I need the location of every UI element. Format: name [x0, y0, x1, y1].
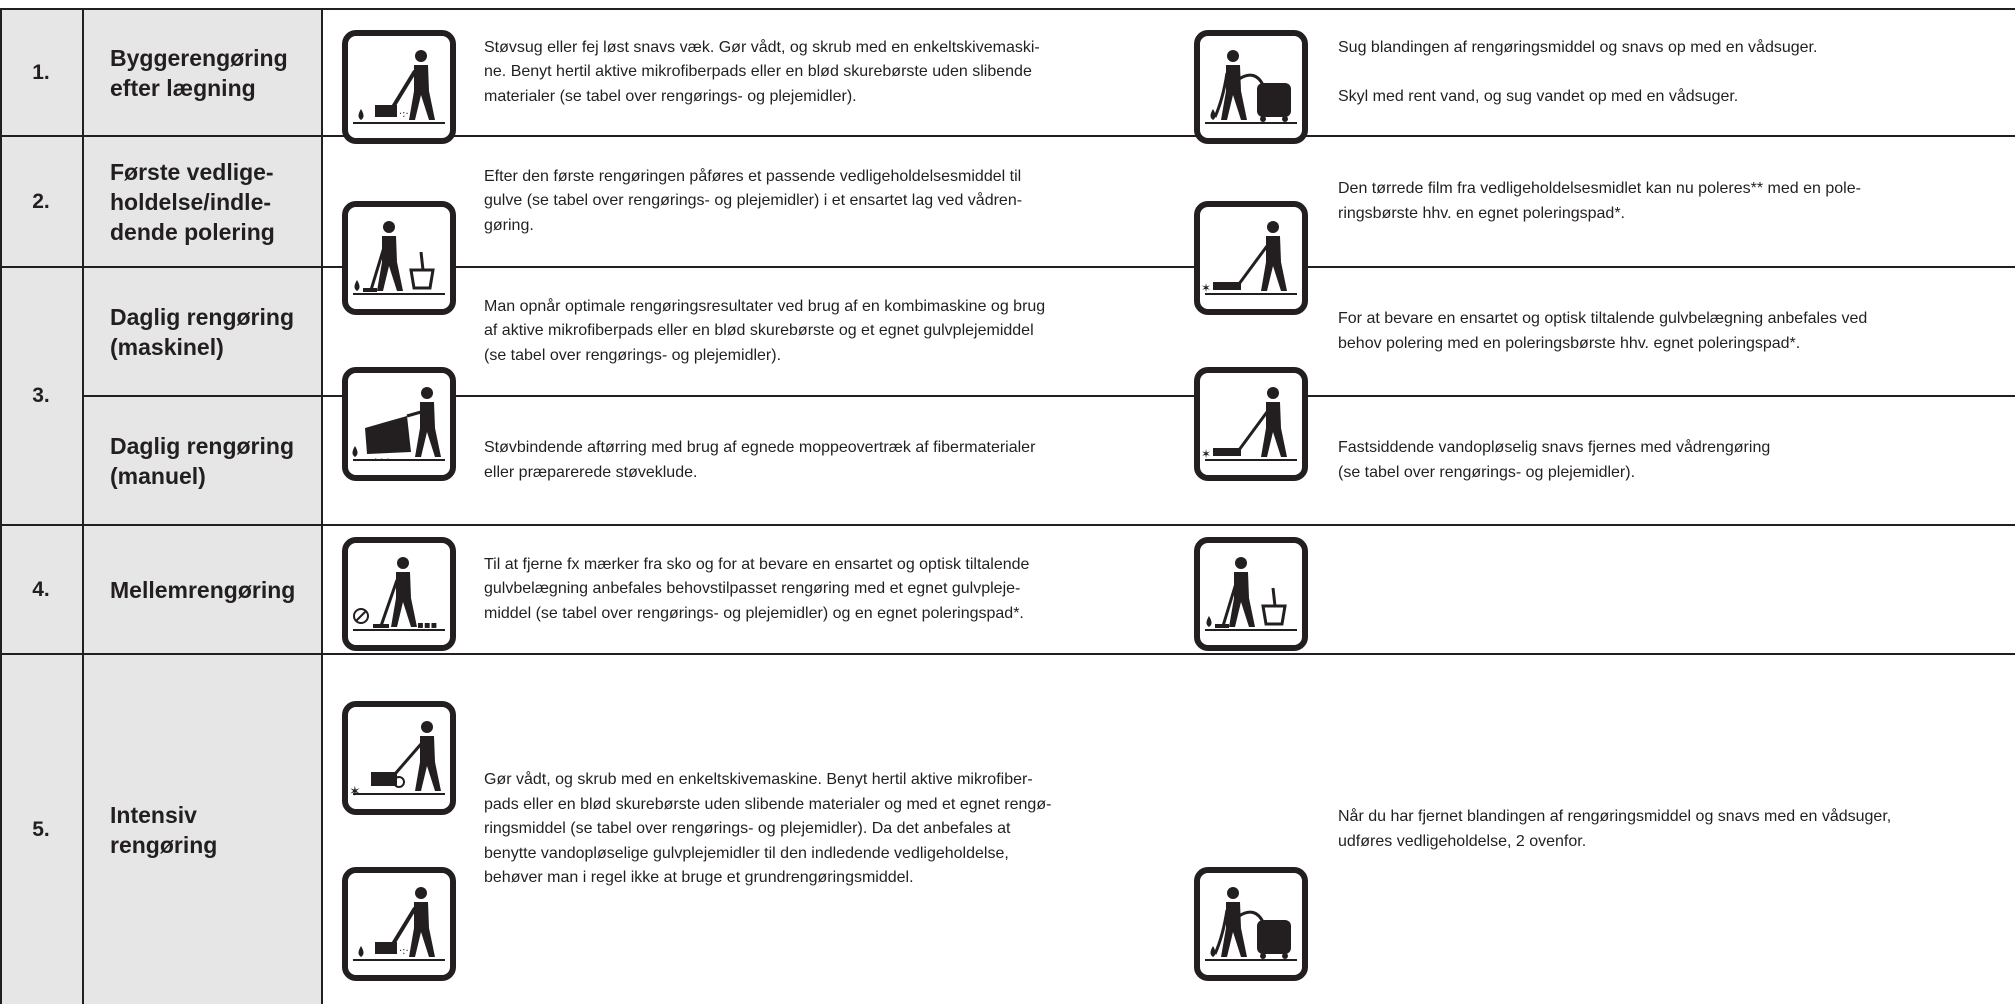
scrubber-machine-icon	[341, 866, 457, 982]
row-number: 4.	[32, 577, 50, 601]
instruction-text: Man opnår optimale rengøringsresultater ved brug af en kombimaskine og brug af aktive mikrofiberpads eller en blød skurebørste og et egnet gulvplejemiddel (se tabel over rengørings- og plejemidler).	[484, 297, 1046, 364]
mop-bucket-icon	[1193, 536, 1309, 652]
spray-polisher-icon	[341, 700, 457, 816]
polisher-icon	[1193, 366, 1309, 482]
svg-text:✶: ✶	[1201, 281, 1212, 295]
wet-vacuum-icon	[1193, 866, 1309, 982]
svg-text:✶: ✶	[349, 784, 361, 800]
column-divider	[82, 8, 84, 1004]
row-number: 1.	[32, 60, 50, 84]
column-divider	[321, 8, 323, 1004]
combi-machine-icon	[341, 366, 457, 482]
row-number-label: 3.	[32, 384, 50, 407]
dust-mop-icon	[341, 536, 457, 652]
row-title: Byggerengøring efter lægning	[110, 44, 288, 101]
svg-text:·:·: ·:·	[399, 946, 409, 957]
row-title: Mellemrengøring	[110, 576, 296, 603]
instruction-text: Støvbindende aftørring med brug af egnede moppeovertræk af fibermaterialer eller præparerede støveklude.	[484, 439, 1036, 481]
instruction-text: For at bevare en ensartet og optisk tiltalende gulvbelægning anbefales ved behov polering med en poleringsbørste hhv. egnet poleringspad*.	[1338, 310, 1868, 352]
row-title: Daglig rengøring (maskinel)	[110, 303, 294, 360]
instruction-text: Efter den første rengøringen påføres et passende vedligeholdelsesmiddel til gulve (se tabel over rengørings- og plejemidler) i et ensartet lag ved vådren- gøring.	[484, 167, 1023, 234]
row-title: Daglig rengøring (manuel)	[110, 432, 294, 489]
instruction-text: Sug blandingen af rengøringsmiddel og snavs op med en vådsuger. Skyl med rent vand, og sug vandet op med en vådsuger.	[1338, 38, 1818, 105]
instruction-text: Når du har fjernet blandingen af rengøringsmiddel og snavs med en vådsuger, udføres vedligeholdelse, 2 ovenfor.	[1338, 808, 1892, 850]
row-title: Intensiv rengøring	[110, 801, 218, 858]
instruction-text: Støvsug eller fej løst snavs væk. Gør vådt, og skrub med en enkeltskivemaski- ne. Benyt hertil aktive mikrofiberpads eller en blød skurebørste uden slibende materialer (se tabel over rengørings- og plejemidler).	[484, 38, 1040, 105]
svg-text:▪▪▪: ▪▪▪	[417, 620, 438, 631]
instruction-text: Til at fjerne fx mærker fra sko og for at bevare en ensartet og optisk tiltalende gulvbelægning anbefales behovstilpasset rengøring med et egnet gulvpleje- middel (se tabel over rengørings- og plejemidler) og en egnet poleringspad*.	[484, 555, 1030, 622]
instruction-text: Fastsiddende vandopløselig snavs fjernes med vådrengøring (se tabel over rengørings- og plejemidler).	[1338, 439, 1771, 481]
svg-text:·:·: ·:·	[399, 109, 409, 120]
svg-text:✶: ✶	[1201, 447, 1212, 461]
instruction-text: Den tørrede film fra vedligeholdelsesmidlet kan nu poleres** med en pole- ringsbørste hhv. en egnet poleringspad*.	[1338, 180, 1861, 222]
wet-vacuum-icon	[1193, 29, 1309, 145]
instruction-text: Gør vådt, og skrub med en enkeltskivemaskine. Benyt hertil aktive mikrofiber- pads eller en blød skurebørste uden slibende materialer og med et egnet rengø- ringsmiddel (se tabel over rengørings- og plejemidler). Da det anbefales at benytte vandopløselige gulvplejemidler til den indledende vedligeholdelse, behøver man i regel ikke at bruge et grundrengøringsmiddel.	[484, 771, 1052, 887]
scrubber-machine-icon	[341, 29, 457, 145]
row-number: 2.	[32, 189, 50, 213]
svg-text:-·-·-·: -·-·-·	[371, 455, 390, 465]
polisher-icon	[1193, 200, 1309, 316]
mop-bucket-icon	[341, 200, 457, 316]
row-number	[0, 268, 82, 524]
row-number: 5.	[32, 817, 50, 841]
row-title: Første vedlige- holdelse/indle- dende polering	[110, 158, 275, 245]
